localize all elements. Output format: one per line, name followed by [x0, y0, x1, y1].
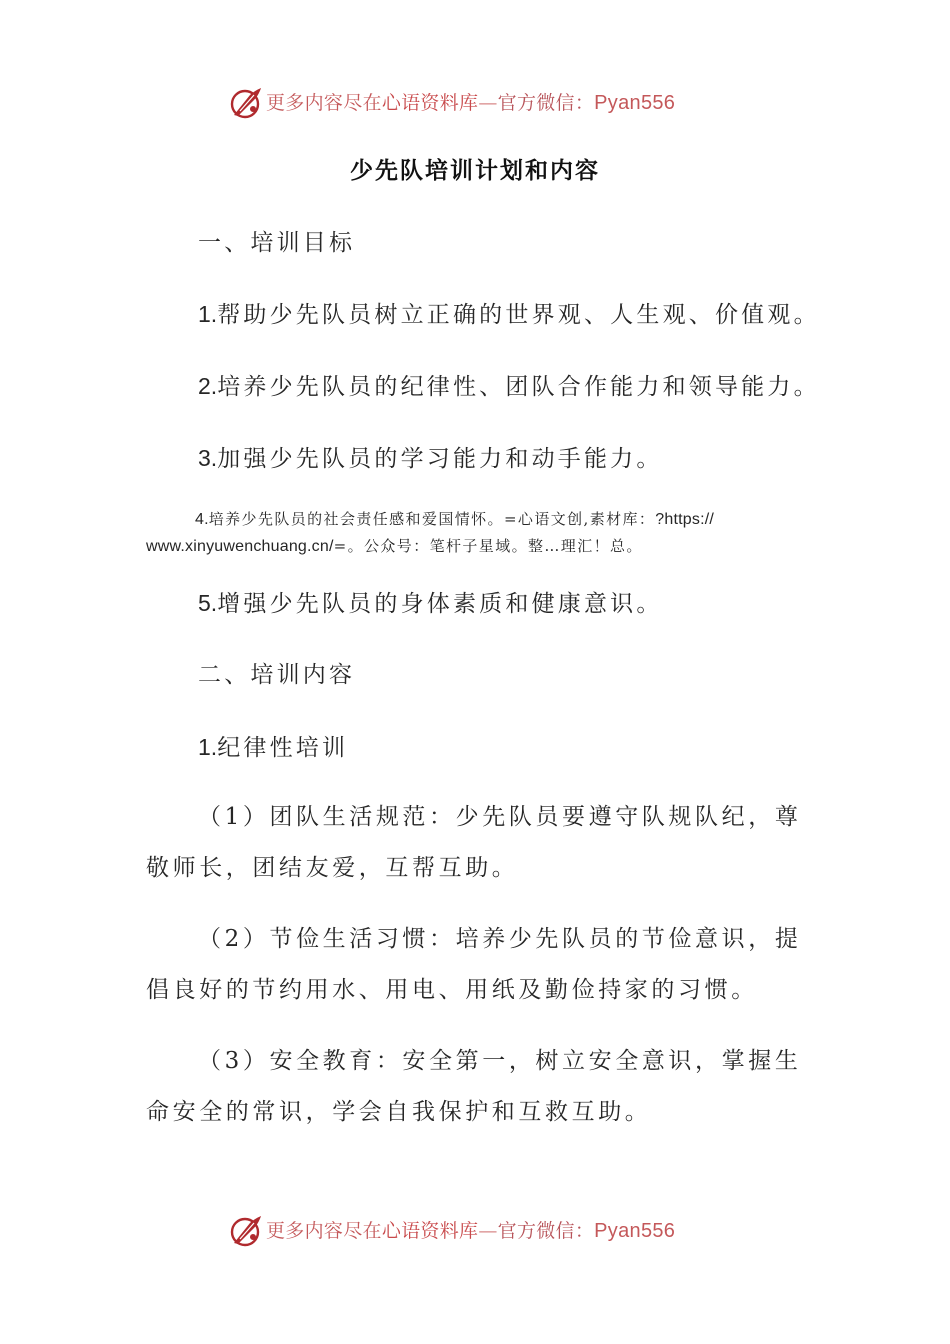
- banner-text: [266, 1217, 675, 1245]
- banner-wechat-label: 官方微信：: [497, 92, 595, 114]
- sub-item-3: [146, 1036, 806, 1138]
- header-banner: [0, 83, 950, 123]
- content-item-1: [198, 730, 348, 765]
- goal-item-5: [198, 586, 663, 621]
- goal-5-text: 增强少先队员的身体素质和健康意识。: [217, 591, 663, 617]
- section-heading-content: 二、培训内容: [198, 662, 356, 688]
- banner-dash: —: [478, 92, 498, 114]
- sub-item-3-label: （3）: [198, 1048, 270, 1074]
- banner-text: [266, 89, 675, 117]
- banner-library: 心语资料库: [381, 1220, 479, 1242]
- goal-5-number: 5.: [198, 590, 218, 616]
- banner-wechat-id: Pyan556: [594, 1220, 676, 1242]
- goal-2-text: 培养少先队员的纪律性、团队合作能力和领导能力。: [217, 374, 820, 400]
- goal-4-url-part1: ?https://: [655, 511, 715, 528]
- content-1-text: 纪律性培训: [217, 735, 349, 761]
- goal-item-1: [198, 297, 820, 332]
- sub-item-1-text: 团队生活规范：少先队员要遵守队规队纪，尊敬师长，团结友爱，互帮互助。: [146, 804, 802, 881]
- content-1-number: 1.: [198, 734, 218, 760]
- goal-item-2: [198, 369, 820, 404]
- goal-item-3: [198, 441, 663, 476]
- goal-2-number: 2.: [198, 373, 218, 399]
- goal-4-url-part2: www.xinyuwenchuang.cn/: [146, 538, 334, 555]
- sub-item-2-label: （2）: [198, 926, 270, 952]
- sub-item-1-label: （1）: [198, 804, 270, 830]
- quill-logo-icon: [228, 1213, 264, 1249]
- banner-wechat-id: Pyan556: [594, 92, 676, 114]
- goal-1-number: 1.: [198, 301, 218, 327]
- banner-dash: —: [478, 1220, 498, 1242]
- goal-3-number: 3.: [198, 445, 218, 471]
- goal-4-text: 培养少先队员的社会责任感和爱国情怀。: [208, 510, 504, 528]
- sub-item-1: [146, 792, 806, 894]
- goal-1-text: 帮助少先队员树立正确的世界观、人生观、价值观。: [217, 302, 820, 328]
- quill-logo-icon: [228, 85, 264, 121]
- goal-4-ad: =心语文创,素材库：: [503, 510, 656, 528]
- section-heading-goals: 一、培训目标: [198, 230, 356, 256]
- banner-wechat-label: 官方微信：: [497, 1220, 595, 1242]
- goal-4-tail: =。公众号：笔杆子星域。整…理汇！总。: [333, 537, 643, 555]
- banner-prefix: 更多内容尽在: [266, 1220, 382, 1242]
- goal-4-number: 4.: [195, 511, 209, 528]
- sub-item-2-text: 节俭生活习惯：培养少先队员的节俭意识，提倡良好的节约用水、用电、用纸及勤俭持家的习惯。: [146, 926, 802, 1003]
- document-title: 少先队培训计划和内容: [350, 157, 600, 184]
- goal-item-4: [146, 506, 816, 560]
- banner-library: 心语资料库: [381, 92, 479, 114]
- sub-item-3-text: 安全教育：安全第一，树立安全意识，掌握生命安全的常识，学会自我保护和互救互助。: [146, 1048, 802, 1125]
- sub-item-2: [146, 914, 806, 1016]
- banner-prefix: 更多内容尽在: [266, 92, 382, 114]
- footer-banner: [0, 1211, 950, 1251]
- goal-3-text: 加强少先队员的学习能力和动手能力。: [217, 446, 663, 472]
